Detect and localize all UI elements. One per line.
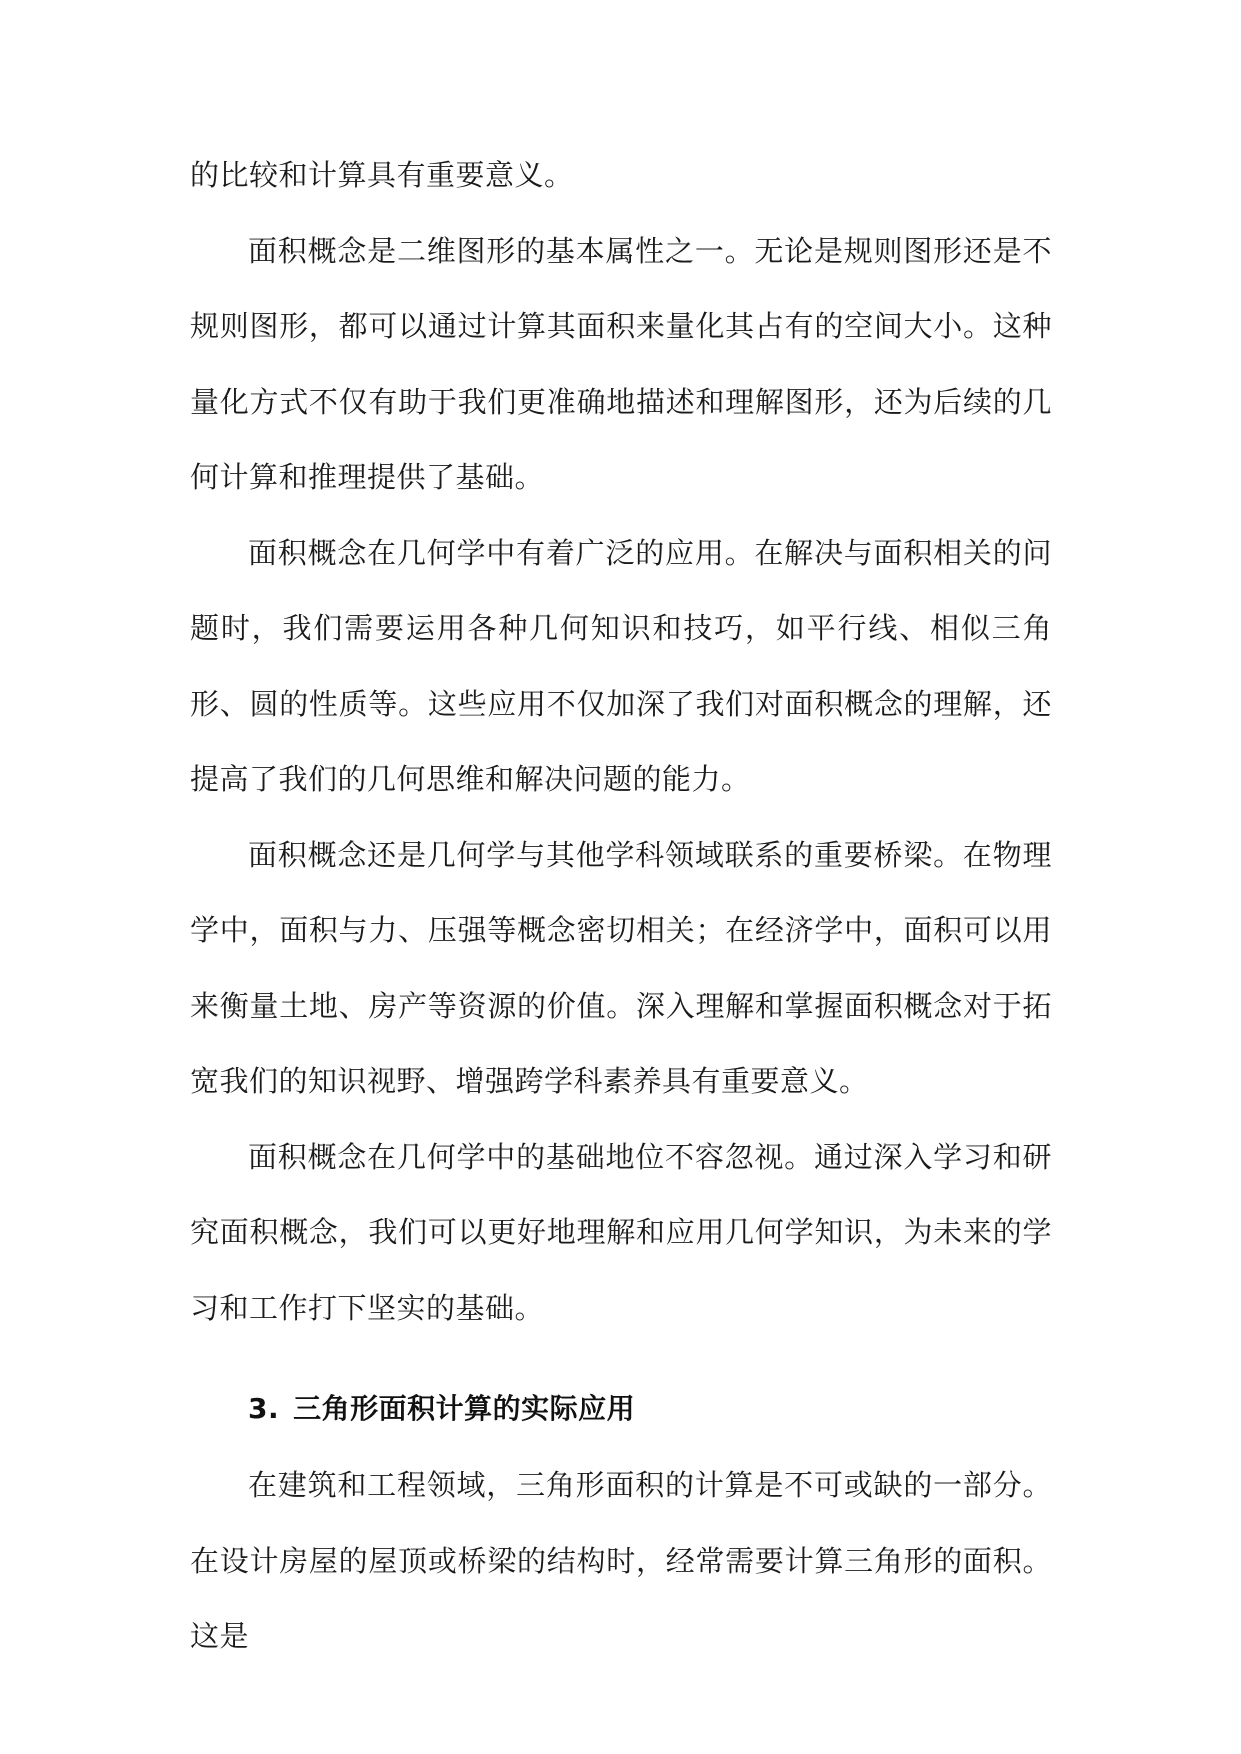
paragraph-continuation: 的比较和计算具有重要意义。	[190, 158, 574, 192]
paragraph-construction-application: 在建筑和工程领域，三角形面积的计算是不可或缺的一部分。在设计房屋的屋顶或桥梁的结构时，经常需要计算三角形的面积。这是	[190, 1468, 1052, 1653]
paragraph-area-concept-applications: 面积概念在几何学中有着广泛的应用。在解决与面积相关的问题时，我们需要运用各种几何知识和技巧，如平行线、相似三角形、圆的性质等。这些应用不仅加深了我们对面积概念的理解，还提高了我们的几何思维和解决问题的能力。	[190, 535, 1052, 796]
paragraph-area-concept-basic: 面积概念是二维图形的基本属性之一。无论是规则图形还是不规则图形，都可以通过计算其面积来量化其占有的空间大小。这种量化方式不仅有助于我们更准确地描述和理解图形，还为后续的几何计算和推理提供了基础。	[190, 233, 1052, 494]
paragraph-area-concept-foundation: 面积概念在几何学中的基础地位不容忽视。通过深入学习和研究面积概念，我们可以更好地理解和应用几何学知识，为未来的学习和工作打下坚实的基础。	[190, 1139, 1052, 1325]
document-body	[190, 138, 1052, 1675]
section-heading	[190, 1389, 1052, 1429]
paragraph-area-concept-interdisciplinary: 面积概念还是几何学与其他学科领域联系的重要桥梁。在物理学中，面积与力、压强等概念密切相关；在经济学中，面积可以用来衡量土地、房产等资源的价值。深入理解和掌握面积概念对于拓宽我们的知识视野、增强跨学科素养具有重要意义。	[190, 837, 1052, 1098]
section-title: 三角形面积计算的实际应用	[293, 1392, 636, 1425]
section-number: 3.	[248, 1392, 280, 1425]
